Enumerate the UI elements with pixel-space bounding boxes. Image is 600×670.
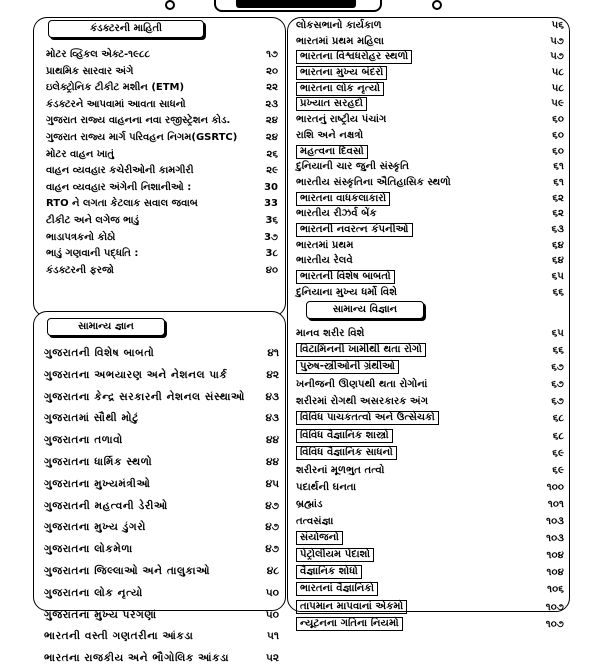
toc-entry-page: ૧૦૪ <box>546 567 564 579</box>
toc-entry-page: ૧૦૪ <box>546 550 564 562</box>
toc-list-conductor <box>46 47 278 279</box>
toc-entry-page: ૫૦ <box>265 608 279 621</box>
toc-entry-page: ૪૦ <box>265 264 278 276</box>
top-title-tab <box>214 0 382 12</box>
toc-entry-title: ગુજરાતના મુખ્યમંત્રીઓ <box>44 477 151 490</box>
toc-entry-title: ગુજરાતના લોક નૃત્યો <box>44 586 143 599</box>
toc-entry <box>296 513 564 530</box>
toc-entry-title: ગુજરાતના લોકમેળા <box>44 543 133 556</box>
toc-entry <box>44 539 279 561</box>
toc-entry <box>296 581 564 598</box>
toc-entry-page: ૪૫ <box>265 477 279 490</box>
toc-entry-page: ૬૭ <box>551 396 564 408</box>
toc-list-india <box>296 18 564 300</box>
toc-entry <box>296 222 564 238</box>
toc-entry <box>46 47 278 64</box>
toc-entry-page: ૨૬ <box>266 148 278 160</box>
toc-entry-title: ભારતનું રાષ્ટ્રીય પંચાંગ <box>296 114 387 126</box>
toc-entry-page: ૬૦ <box>552 129 564 141</box>
toc-entry-page: ૪૭ <box>265 499 279 512</box>
toc-entry-page: ૧૦૩ <box>546 516 564 528</box>
toc-entry-page: ૫૮ <box>551 67 564 79</box>
toc-entry-page: ૪૭ <box>265 521 279 534</box>
toc-entry-title: ભારતના રાજકીય અને ભૌગોલિક આંકડા <box>44 652 230 665</box>
toc-entry <box>296 445 564 462</box>
toc-entry-title: ગુજરાતના મુખ્ય ડુંગરો <box>44 521 146 534</box>
toc-entry-page: ૬૬ <box>552 345 564 357</box>
toc-entry <box>44 452 279 474</box>
toc-entry-title: ભારતના લોક નૃત્યો <box>296 82 384 96</box>
toc-entry <box>296 18 564 34</box>
toc-entry-page: ૫૧ <box>266 630 279 643</box>
toc-entry-page: 30 <box>264 181 278 193</box>
toc-entry <box>296 479 564 496</box>
toc-entry-page: ૪૭ <box>265 543 279 556</box>
toc-entry-title: ગુજરાતના મુખ્ય પરગણાં <box>44 608 157 621</box>
toc-entry-page: ૨૪ <box>265 131 278 143</box>
toc-entry-title: તાપમાન માપવાનાં એકમો <box>296 600 407 614</box>
toc-entry <box>46 147 278 164</box>
section-heading-general-science: સામાન્ય વિજ્ઞાન <box>306 301 424 319</box>
toc-entry-title: ભારતનાં વૈજ્ઞાનિકો <box>296 582 378 596</box>
toc-entry-title: કંડક્ટરની ફરજો <box>46 264 114 276</box>
toc-entry <box>296 253 564 269</box>
toc-entry-page: ૬૯ <box>552 464 564 476</box>
toc-entry <box>46 196 278 213</box>
toc-entry-page: ૬૧ <box>553 176 564 188</box>
toc-entry-page: ૬૫ <box>551 328 564 339</box>
toc-entry-page: ૬૦ <box>552 145 564 157</box>
toc-entry-page: 3૭ <box>264 231 278 243</box>
toc-entry-title: ભાડાપત્રકનો કોઠો <box>46 231 116 243</box>
toc-entry <box>296 599 564 616</box>
toc-entry <box>44 517 279 539</box>
toc-entry-page: ૬૨ <box>552 192 564 204</box>
toc-entry <box>44 387 279 409</box>
toc-entry-title: બ્રહ્માંડ <box>296 498 323 510</box>
toc-entry-title: ગુજરાતના કેન્દ્ર સરકારની નેશનલ સંસ્થાઓ <box>44 390 245 403</box>
toc-entry <box>296 564 564 581</box>
section-heading-general-knowledge: સામાન્ય જ્ઞાન <box>47 318 165 336</box>
toc-entry <box>296 238 564 254</box>
toc-entry-title: વાહન વ્યવહાર કચેરીઓની કામગીરી <box>46 165 194 177</box>
toc-entry-title: ટીકીટ અને લગેજ ભાડું <box>46 214 140 226</box>
toc-entry <box>46 213 278 230</box>
toc-entry <box>296 65 564 81</box>
toc-entry <box>46 230 278 247</box>
toc-entry-title: વિવિધ વૈજ્ઞાનિક શાસ્ત્રો <box>296 429 393 443</box>
toc-entry-title: ભારતમાં પ્રથમ મહિલા <box>296 35 385 47</box>
toc-entry <box>46 263 278 280</box>
toc-entry-title: લોકસભાનો કાર્યકાળ <box>296 20 382 31</box>
toc-entry-title: ગુજરાત રાજ્ય માર્ગ પરિવહન નિગમ(GSRTC) <box>46 131 238 143</box>
toc-entry <box>44 408 279 430</box>
toc-entry-page: ૪૨ <box>266 368 279 381</box>
toc-entry-page: ૪૪ <box>265 434 279 447</box>
toc-entry-title: વિટામિનની ખામીથી થતા રોગો <box>296 343 426 357</box>
toc-entry-title: પેટ્રોલીયમ પેદાશો <box>296 548 374 562</box>
toc-entry-title: વિવિધ વૈજ્ઞાનિક સાધનો <box>296 446 397 460</box>
toc-entry-page: ૬૭ <box>551 362 564 374</box>
toc-entry <box>296 547 564 564</box>
toc-entry-page: ૬૪ <box>551 255 564 267</box>
toc-entry-page: ૬૮ <box>552 430 564 442</box>
toc-entry-title: ભારતના વાધકલાકારો <box>296 192 390 206</box>
toc-entry <box>46 80 278 97</box>
toc-entry <box>296 325 564 342</box>
toc-entry <box>296 530 564 547</box>
toc-entry-page: 3૬ <box>265 214 278 226</box>
toc-entry-page: ૬૮ <box>552 413 564 425</box>
toc-entry-title: મોટર વાહન ખાતું <box>46 148 115 160</box>
toc-entry-page: ૫૬ <box>551 20 564 31</box>
toc-entry-title: ભારતની વિશેષ બાબતો <box>296 270 395 284</box>
toc-entry-title: ગુજરાતના ધાર્મિક સ્થળો <box>44 455 153 468</box>
toc-entry <box>296 112 564 128</box>
toc-entry-page: ૫૮ <box>551 82 564 94</box>
toc-entry <box>44 474 279 496</box>
toc-entry-page: ૬૬ <box>552 286 564 298</box>
toc-entry-title: પદાર્થની ઘનતા <box>296 481 357 493</box>
toc-entry <box>296 496 564 513</box>
toc-entry <box>296 128 564 144</box>
toc-entry-page: ૬૭ <box>551 379 564 391</box>
toc-entry-page: ૬૩ <box>551 223 564 235</box>
toc-entry-page: ૬૦ <box>552 114 564 126</box>
toc-entry-title: ગુજરાતની મહત્વની ડેરીઓ <box>44 499 168 512</box>
toc-entry <box>296 96 564 112</box>
toc-entry-title: સંયોજનો <box>296 531 343 545</box>
toc-entry-title: ભારતીય રેલવે <box>296 255 353 267</box>
toc-entry-title: RTO ને લગતા કેટલાક સવાલ જવાબ <box>46 198 198 210</box>
toc-entry <box>296 49 564 65</box>
toc-entry <box>296 359 564 376</box>
toc-entry-title: વૈજ્ઞાનિક શોધો <box>296 565 362 579</box>
toc-entry-page: ૧૦૩ <box>546 533 564 545</box>
toc-entry-title: ભારતના મુખ્ય બંદરો <box>296 66 387 80</box>
toc-entry <box>296 462 564 479</box>
toc-entry-page: ૨૨ <box>266 82 278 94</box>
toc-entry-title: તત્વસંજ્ઞા <box>296 516 334 528</box>
toc-entry <box>296 144 564 160</box>
toc-entry <box>296 393 564 410</box>
toc-entry-page: ૬૯ <box>552 447 564 459</box>
toc-entry-title: ભારતમાં પ્રથમ <box>296 239 354 251</box>
toc-entry <box>46 163 278 180</box>
top-right-ornament <box>432 0 442 10</box>
toc-entry <box>296 175 564 191</box>
toc-entry-title: ભારતીય સંસ્કૃતિના ઐતિહાસિક સ્થળો <box>296 176 451 188</box>
toc-entry-page: ૬૧ <box>553 161 564 173</box>
toc-entry-title: વિવિધ પાચકતત્વો અને ઉત્સેચકો <box>296 411 439 425</box>
toc-entry <box>44 648 279 670</box>
toc-entry-page: ૫૦ <box>265 586 279 599</box>
toc-entry-title: ગુજરાત રાજ્ય વાહનના નવા રજીસ્ટ્રેશન કોડ. <box>46 115 231 127</box>
toc-entry <box>44 605 279 627</box>
toc-entry-page: 3૮ <box>265 248 278 260</box>
toc-entry-title: વાહન વ્યવહાર અંગેની નિશાનીઓ : <box>46 181 192 193</box>
toc-entry <box>44 430 279 452</box>
toc-entry <box>296 34 564 50</box>
toc-entry <box>46 113 278 130</box>
toc-entry-page: ૪૩ <box>265 412 279 425</box>
toc-entry <box>296 410 564 427</box>
toc-entry <box>296 285 564 301</box>
toc-entry-title: માનવ શરીર વિશે <box>296 328 365 339</box>
toc-entry <box>296 342 564 359</box>
toc-entry-page: ૨૪ <box>265 115 278 127</box>
toc-entry <box>44 343 279 365</box>
toc-list-general-science <box>296 325 564 633</box>
toc-entry-title: ગુજરાતના જિલ્લાઓ અને તાલુકાઓ <box>44 564 211 577</box>
toc-entry-title: ન્યૂટનના ગતિના નિયમો <box>296 617 403 631</box>
toc-entry <box>296 376 564 393</box>
toc-entry-page: ૨૯ <box>266 165 278 177</box>
toc-entry-page: ૬૪ <box>551 239 564 251</box>
toc-entry-title: કંડક્ટરને આપવામાં આવતા સાધનો <box>46 98 186 110</box>
toc-entry-title: દુનિયાની ચાર જુની સંસ્કૃતિ <box>296 161 410 173</box>
toc-entry <box>44 561 279 583</box>
toc-entry <box>44 496 279 518</box>
toc-entry <box>296 159 564 175</box>
toc-entry-title: ભારતની નવરત્ન કંપનીઓ <box>296 223 413 237</box>
toc-entry <box>296 269 564 285</box>
toc-entry-title: ખનીજની ઊણપથી થતા રોગોનાં <box>296 379 428 391</box>
toc-entry-page: ૬૨ <box>552 208 564 220</box>
toc-entry <box>44 626 279 648</box>
toc-entry-title: પ્રખ્યાત સરહદો <box>296 97 367 111</box>
section-heading-conductor: કંડક્ટરની માહિતી <box>48 20 204 38</box>
toc-entry-title: મહત્વના દિવસો <box>296 145 368 159</box>
toc-entry-title: મોટર વ્હિકલ એક્ટ-૧૯૮૮ <box>46 49 150 60</box>
toc-entry-page: ૫૭ <box>550 35 564 47</box>
toc-entry <box>296 191 564 207</box>
toc-entry-title: ઇલેક્ટ્રોનિક ટીકીટ મશીન (ETM) <box>46 82 185 94</box>
toc-entry-title: પ્રાથમિક સારવાર અંગે <box>46 65 134 77</box>
toc-entry-title: દુનિયાના મુખ્ય ધર્મો વિશે <box>296 286 398 298</box>
toc-entry <box>44 583 279 605</box>
toc-entry-page: ૪૪ <box>265 455 279 468</box>
toc-entry-page: ૧૭ <box>266 49 278 60</box>
toc-entry <box>296 206 564 222</box>
toc-entry-title: ગુજરાતના તળાવો <box>44 434 123 447</box>
toc-entry-page: ૧૦૬ <box>547 584 564 596</box>
toc-entry <box>46 130 278 147</box>
toc-entry <box>46 64 278 81</box>
toc-list-general-knowledge <box>44 343 279 670</box>
toc-entry <box>44 365 279 387</box>
toc-entry-page: ૨૩ <box>265 98 278 110</box>
toc-entry-title: ગુજરાતના અભયારણ અને નેશનલ પાર્ક <box>44 368 228 381</box>
toc-entry-title: ગુજરાતની વિશેષ બાબતો <box>44 347 155 359</box>
toc-entry <box>46 97 278 114</box>
toc-entry-page: ૧૦૭ <box>545 618 564 630</box>
toc-entry <box>46 180 278 197</box>
toc-entry-page: ૫૯ <box>551 98 564 110</box>
toc-entry <box>46 246 278 263</box>
toc-entry-page: ૨૦ <box>266 65 278 77</box>
toc-entry-page: ૫૭ <box>550 51 564 63</box>
toc-entry-page: ૪૧ <box>267 347 279 359</box>
toc-entry-title: શરીરમાં રોગથી અસરકારક અંગ <box>296 396 429 408</box>
toc-entry-title: પુરુષ-સ્ત્રીઓની ગ્રંથીઓ <box>296 360 399 374</box>
toc-entry-page: ૧૦૧ <box>547 498 564 510</box>
toc-entry-title: ગુજરાતમાં સૌથી મોટું <box>44 412 139 425</box>
toc-entry-title: રાશિ અને નક્ષત્રો <box>296 129 364 141</box>
toc-entry-title: ભારતની વસ્તી ગણતરીના આંકડા <box>44 630 194 643</box>
toc-entry-page: ૫૨ <box>265 652 279 665</box>
toc-entry-title: ભાડું ગણવાની પદ્ધતિ : <box>46 248 139 260</box>
toc-entry-page: ૧૦૦ <box>546 481 564 493</box>
toc-entry-page: ૬૫ <box>551 271 564 282</box>
toc-entry-page: 33 <box>264 198 278 210</box>
toc-entry-title: શરીરનાં મૂળભુત તત્વો <box>296 464 385 476</box>
toc-entry-title: ભારતના વિશ્વધરોહર સ્થળો <box>296 50 412 64</box>
toc-entry-page: ૧૦૭ <box>545 601 564 613</box>
toc-entry-page: ૪૮ <box>266 564 279 577</box>
toc-entry-page: ૪૩ <box>265 390 279 403</box>
toc-entry <box>296 428 564 445</box>
toc-entry <box>296 81 564 97</box>
toc-entry-title: ભારતીય રીઝર્વ બેંક <box>296 208 377 220</box>
toc-entry <box>296 616 564 633</box>
top-left-ornament <box>165 0 175 10</box>
